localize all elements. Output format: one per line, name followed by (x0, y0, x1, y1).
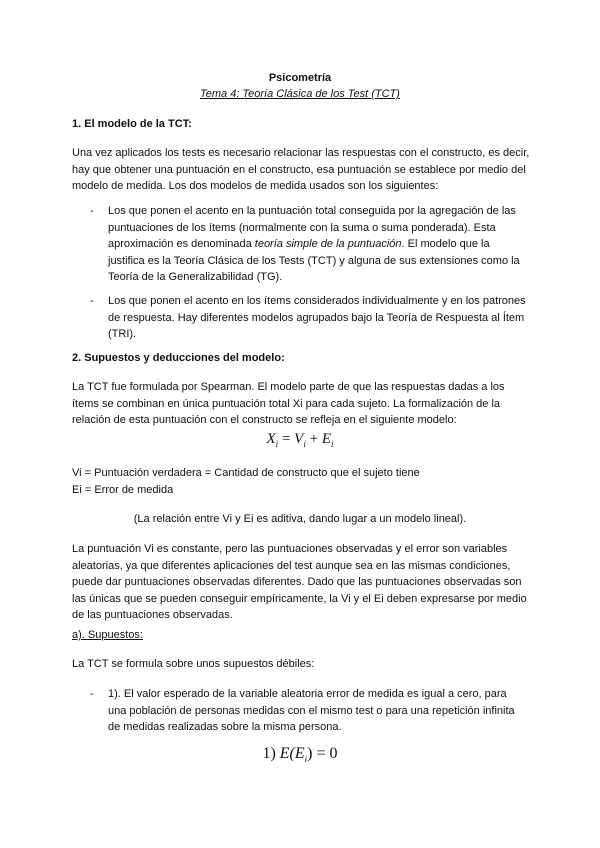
formula-sub: i (304, 754, 308, 765)
bullet-text: Los que ponen el acento en la puntuación total conseguida por la agregación de las puntuaciones de los ítems (normalmente con la suma o suma ponderada). Esta aproximación es denominada (108, 205, 516, 250)
bullet-text: . El modelo que la justifica es la Teoría Clásica de los Tests (TCT) y alguna de sus extensiones como la Teoría de la Generalizabilidad (TG). (108, 238, 520, 283)
formula-part: E(E (279, 745, 305, 762)
document-title: Psicometría (268, 72, 332, 84)
bullet-marker: - (90, 205, 94, 217)
formula-number: 1) (262, 745, 276, 762)
definition-ei: Ei = Error de medida (72, 484, 174, 496)
formula-sub: i (303, 439, 306, 449)
document-subtitle: Tema 4: Teoría Clásica de los Test (TCT) (200, 88, 400, 100)
section-2-paragraph-1: La TCT fue formulada por Spearman. El modelo parte de que las respuestas dadas a los ítems se combinan en única puntuación total Xi para cada sujeto. La formalización de la relación de esta puntuación con el constructo se refleja en el siguiente modelo: (72, 381, 505, 426)
formula-part: = (278, 431, 295, 447)
bullet-marker: - (90, 295, 94, 307)
model-formula (0, 431, 600, 453)
section-2-heading: 2. Supuestos y deducciones del modelo: (72, 352, 285, 364)
subsection-a-intro: La TCT se formula sobre unos supuestos débiles: (72, 658, 315, 670)
formula-part: X (266, 431, 276, 447)
formula-part: E (321, 431, 331, 447)
assumption-1: 1). El valor esperado de la variable aleatoria error de medida es igual a cero, para una población de personas medidas con el mismo test o para una repetición infinita de medidas realizadas sobre la misma persona. (108, 688, 515, 733)
formula-part: V (294, 431, 304, 447)
formula-sub: i (330, 439, 334, 449)
definition-vi: Vi = Puntuación verdadera = Cantidad de constructo que el sujeto tiene (72, 467, 420, 479)
formula-part: ) = 0 (307, 745, 338, 762)
section-1-paragraph: Una vez aplicados los tests es necesario relacionar las respuestas con el constructo, es decir, hay que obtener una puntuación en el constructo, esa puntuación se establece por medio del modelo de medida. Los dos modelos de medida usados son los siguientes: (72, 147, 530, 192)
bullet-item-total-score (108, 203, 528, 286)
formula-part: + (305, 431, 322, 447)
relation-note: (La relación entre Vi y Ei es aditiva, dando lugar a un modelo lineal). (133, 513, 467, 525)
section-1-heading: 1. El modelo de la TCT: (72, 118, 192, 130)
assumption-1-formula (0, 746, 600, 768)
bullet-emphasis: teoría simple de la puntuación (254, 238, 402, 250)
bullet-marker: - (90, 688, 94, 700)
section-2-paragraph-2: La puntuación Vi es constante, pero las puntuaciones observadas y el error son variables aleatorias, ya que diferentes aplicaciones del test aunque sea en las mismas condiciones, puede dar puntuaciones observadas diferentes. Dado que las puntuaciones observadas son las únicas que se pueden conseguir empíricamente, la Vi y el Ei deben expresarse por medio de las puntuaciones observadas. (72, 543, 527, 621)
subsection-a-heading: a). Supuestos: (72, 629, 143, 641)
bullet-item-items: Los que ponen el acento en los ítems considerados individualmente y en los patrones de respuesta. Hay diferentes modelos agrupados bajo la Teoría de Respuesta al Ítem (TRI). (108, 295, 526, 340)
formula-sub: i (275, 439, 279, 449)
